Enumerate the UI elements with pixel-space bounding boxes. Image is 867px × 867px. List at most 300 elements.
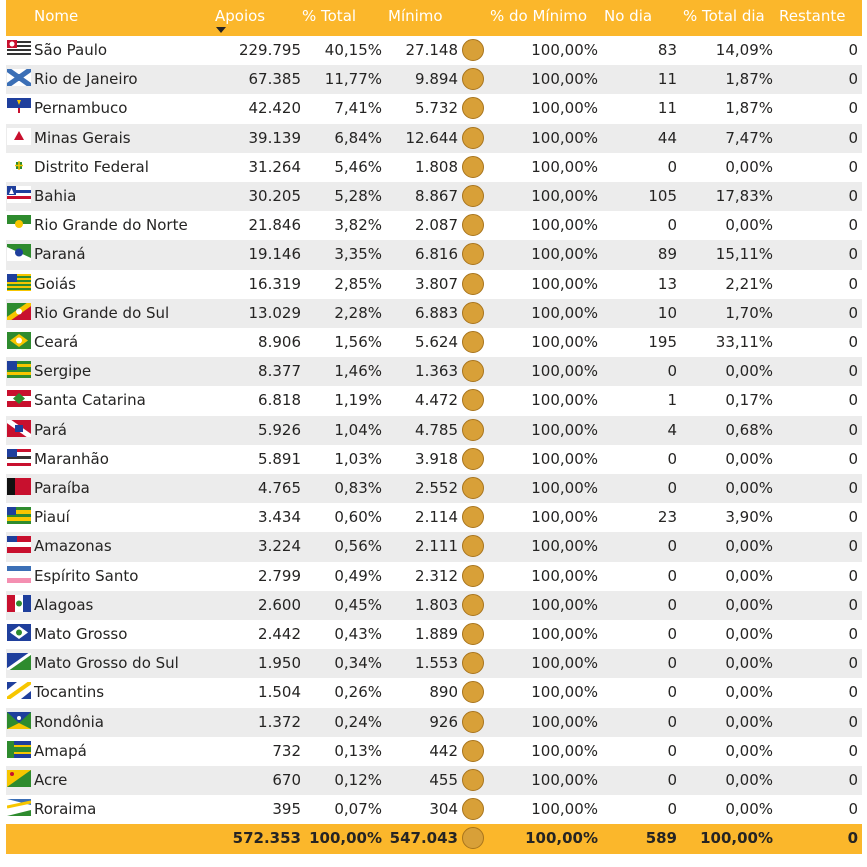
- cell-pct-minimo: 100,00%: [531, 274, 598, 293]
- cell-nome: Pará: [34, 420, 67, 439]
- cell-nome: Alagoas: [34, 595, 94, 614]
- table-row[interactable]: [6, 94, 862, 123]
- table-row[interactable]: [6, 708, 862, 737]
- state-flag-icon: [7, 157, 31, 174]
- cell-minimo: 455: [429, 771, 458, 789]
- cell-pct-total: 1,46%: [334, 362, 382, 381]
- cell-nome: Ceará: [34, 333, 79, 351]
- cell-restante: 0: [848, 333, 858, 351]
- coin-icon: [462, 769, 484, 791]
- coin-icon: [462, 623, 484, 645]
- cell-pct-minimo: 100,00%: [531, 303, 598, 322]
- coin-icon: [462, 506, 484, 528]
- coin-icon: [462, 565, 484, 587]
- coin-cell: [459, 65, 485, 94]
- cell-pct-total-dia: 0,00%: [725, 771, 773, 789]
- flag-cell: [6, 357, 32, 386]
- table-row[interactable]: [6, 299, 862, 328]
- cell-nome: Espírito Santo: [34, 566, 139, 585]
- coin-icon: [462, 477, 484, 499]
- cell-minimo: 1.889: [415, 625, 458, 643]
- cell-restante: 0: [848, 654, 858, 673]
- cell-apoios: 732: [272, 741, 301, 760]
- cell-pct-minimo: 100,00%: [531, 449, 598, 468]
- flag-cell: [6, 270, 32, 299]
- cell-restante: 0: [848, 128, 858, 147]
- cell-pct-total: 3,35%: [334, 245, 382, 264]
- state-flag-icon: [7, 98, 31, 115]
- coin-icon: [462, 740, 484, 762]
- cell-minimo: 9.894: [415, 70, 458, 89]
- coin-icon: [462, 68, 484, 90]
- flag-cell: [6, 562, 32, 591]
- cell-pct-total: 3,82%: [334, 216, 382, 235]
- flag-cell: [6, 474, 32, 503]
- cell-apoios: 30.205: [248, 187, 301, 205]
- flag-cell: [6, 124, 32, 153]
- coin-cell: [459, 270, 485, 299]
- cell-restante: 0: [848, 99, 858, 118]
- cell-pct-minimo: 100,00%: [531, 479, 598, 497]
- cell-pct-total: 0,13%: [334, 741, 382, 760]
- cell-no-dia: 195: [648, 333, 677, 351]
- total-coin-cell: [459, 824, 485, 853]
- flag-cell: [6, 591, 32, 620]
- coin-cell: [459, 532, 485, 561]
- coin-cell: [459, 124, 485, 153]
- flag-cell: [6, 678, 32, 707]
- cell-apoios: 4.765: [258, 479, 301, 497]
- cell-restante: 0: [848, 508, 858, 527]
- cell-pct-total-dia: 0,00%: [725, 595, 773, 614]
- cell-minimo: 1.553: [415, 654, 458, 673]
- cell-pct-total-dia: 0,00%: [725, 479, 773, 497]
- flag-cell: [6, 445, 32, 474]
- cell-minimo: 3.807: [415, 274, 458, 293]
- flag-cell: [6, 416, 32, 445]
- cell-nome: Distrito Federal: [34, 157, 149, 176]
- cell-apoios: 67.385: [248, 70, 301, 89]
- table-row[interactable]: [6, 678, 862, 707]
- cell-pct-total-dia: 1,87%: [725, 70, 773, 89]
- cell-minimo: 27.148: [405, 41, 458, 59]
- flag-cell: [6, 328, 32, 357]
- cell-apoios: 670: [272, 771, 301, 789]
- cell-pct-total-dia: 0,17%: [725, 391, 773, 410]
- cell-no-dia: 23: [657, 508, 677, 527]
- cell-no-dia: 0: [667, 362, 677, 381]
- cell-no-dia: 13: [657, 274, 677, 293]
- cell-pct-total-dia: 0,00%: [725, 537, 773, 556]
- cell-nome: Rio Grande do Sul: [34, 303, 170, 322]
- coin-cell: [459, 708, 485, 737]
- column-header-minimo[interactable]: Mínimo: [388, 7, 443, 25]
- cell-apoios: 16.319: [248, 274, 301, 293]
- flag-cell: [6, 299, 32, 328]
- column-header-restante[interactable]: Restante: [779, 7, 846, 25]
- column-header-apoios[interactable]: Apoios: [215, 7, 266, 25]
- cell-apoios: 13.029: [248, 303, 301, 322]
- cell-minimo: 926: [429, 712, 458, 731]
- cell-restante: 0: [848, 449, 858, 468]
- coin-icon: [462, 652, 484, 674]
- cell-pct-total: 0,83%: [334, 479, 382, 497]
- cell-minimo: 304: [429, 800, 458, 819]
- cell-pct-minimo: 100,00%: [531, 128, 598, 147]
- cell-no-dia: 1: [667, 391, 677, 410]
- flag-cell: [6, 737, 32, 766]
- coin-cell: [459, 386, 485, 415]
- cell-nome: Bahia: [34, 187, 77, 205]
- coin-icon: [462, 681, 484, 703]
- cell-nome: Amapá: [34, 741, 87, 760]
- flag-cell: [6, 795, 32, 824]
- cell-restante: 0: [848, 771, 858, 789]
- cell-pct-minimo: 100,00%: [531, 625, 598, 643]
- flag-cell: [6, 240, 32, 269]
- table-row[interactable]: [6, 737, 862, 766]
- cell-pct-total: 1,19%: [334, 391, 382, 410]
- coin-icon: [462, 448, 484, 470]
- cell-restante: 0: [848, 245, 858, 264]
- table-row[interactable]: [6, 532, 862, 561]
- cell-pct-minimo: 100,00%: [531, 566, 598, 585]
- coin-cell: [459, 737, 485, 766]
- cell-minimo: 4.785: [415, 420, 458, 439]
- cell-nome: Mato Grosso: [34, 625, 128, 643]
- cell-pct-total-dia: 14,09%: [715, 41, 773, 59]
- cell-no-dia: 0: [667, 771, 677, 789]
- cell-pct-total-dia: 15,11%: [715, 245, 773, 264]
- flag-cell: [6, 620, 32, 649]
- coin-cell: [459, 562, 485, 591]
- cell-apoios: 5.926: [258, 420, 301, 439]
- cell-pct-total-dia: 7,47%: [725, 128, 773, 147]
- cell-pct-total-dia: 1,87%: [725, 99, 773, 118]
- cell-pct-total-dia: 3,90%: [725, 508, 773, 527]
- cell-minimo: 2.087: [415, 216, 458, 235]
- coin-icon: [462, 273, 484, 295]
- cell-pct-total: 0,34%: [334, 654, 382, 673]
- cell-no-dia: 0: [667, 712, 677, 731]
- cell-restante: 0: [848, 741, 858, 760]
- cell-pct-minimo: 100,00%: [531, 800, 598, 819]
- cell-restante: 0: [848, 420, 858, 439]
- table-row[interactable]: [6, 416, 862, 445]
- cell-pct-total-dia: 0,00%: [725, 625, 773, 643]
- cell-apoios: 8.906: [258, 333, 301, 351]
- cell-minimo: 6.816: [415, 245, 458, 264]
- cell-no-dia: 0: [667, 595, 677, 614]
- coin-cell: [459, 153, 485, 182]
- cell-pct-total: 0,12%: [334, 771, 382, 789]
- coin-icon: [462, 331, 484, 353]
- cell-apoios: 39.139: [248, 128, 301, 147]
- coin-icon: [462, 302, 484, 324]
- total-restante: 0: [847, 829, 858, 848]
- coin-cell: [459, 36, 485, 65]
- column-header-no-dia[interactable]: No dia: [604, 7, 653, 25]
- column-header-pct-total-dia[interactable]: % Total dia: [683, 7, 765, 25]
- cell-restante: 0: [848, 537, 858, 556]
- cell-no-dia: 11: [657, 70, 677, 89]
- cell-no-dia: 0: [667, 800, 677, 819]
- table-row[interactable]: [6, 386, 862, 415]
- cell-nome: Piauí: [34, 508, 70, 527]
- cell-no-dia: 0: [667, 449, 677, 468]
- cell-pct-total-dia: 0,00%: [725, 712, 773, 731]
- cell-no-dia: 0: [667, 625, 677, 643]
- cell-no-dia: 0: [667, 566, 677, 585]
- column-header-nome[interactable]: Nome: [34, 7, 79, 25]
- cell-minimo: 2.552: [415, 479, 458, 497]
- coin-cell: [459, 591, 485, 620]
- cell-no-dia: 89: [657, 245, 677, 264]
- coin-cell: [459, 649, 485, 678]
- cell-nome: São Paulo: [34, 41, 108, 59]
- cell-pct-total: 0,43%: [334, 625, 382, 643]
- table-row[interactable]: [6, 795, 862, 824]
- cell-restante: 0: [848, 303, 858, 322]
- coin-cell: [459, 503, 485, 532]
- coin-cell: [459, 474, 485, 503]
- cell-nome: Minas Gerais: [34, 128, 131, 147]
- total-pct-total: 100,00%: [309, 829, 382, 848]
- table-row[interactable]: [6, 328, 862, 357]
- cell-apoios: 1.504: [258, 683, 301, 702]
- table-row[interactable]: [6, 36, 862, 65]
- coin-cell: [459, 766, 485, 795]
- cell-pct-minimo: 100,00%: [531, 712, 598, 731]
- column-header-pct-minimo[interactable]: % do Mínimo: [490, 7, 588, 25]
- state-flag-icon: [7, 478, 31, 495]
- state-flag-icon: [7, 741, 31, 758]
- table-row[interactable]: [6, 766, 862, 795]
- flag-cell: [6, 182, 32, 211]
- flag-cell: [6, 386, 32, 415]
- table-row[interactable]: [6, 357, 862, 386]
- state-flag-icon: [7, 682, 31, 699]
- cell-apoios: 6.818: [258, 391, 301, 410]
- cell-no-dia: 0: [667, 157, 677, 176]
- cell-no-dia: 10: [657, 303, 677, 322]
- cell-pct-total: 1,03%: [334, 449, 382, 468]
- total-pct-minimo: 100,00%: [525, 829, 598, 848]
- cell-pct-minimo: 100,00%: [531, 683, 598, 702]
- cell-restante: 0: [848, 187, 858, 205]
- state-flag-icon: [7, 303, 31, 320]
- table-row[interactable]: [6, 124, 862, 153]
- cell-pct-total: 1,04%: [334, 420, 382, 439]
- coin-icon: [462, 798, 484, 820]
- state-flag-icon: [7, 215, 31, 232]
- cell-pct-total: 11,77%: [324, 70, 382, 89]
- table-header: [6, 0, 862, 36]
- cell-minimo: 3.918: [415, 449, 458, 468]
- cell-pct-total: 0,07%: [334, 800, 382, 819]
- column-header-pct-total[interactable]: % Total: [302, 7, 357, 25]
- cell-pct-total: 7,41%: [334, 99, 382, 118]
- cell-pct-total: 1,56%: [334, 333, 382, 351]
- cell-minimo: 1.803: [415, 595, 458, 614]
- table-row[interactable]: [6, 211, 862, 240]
- coin-cell: [459, 94, 485, 123]
- cell-pct-total-dia: 2,21%: [725, 274, 773, 293]
- cell-pct-total-dia: 1,70%: [725, 303, 773, 322]
- cell-pct-total-dia: 0,00%: [725, 566, 773, 585]
- cell-minimo: 2.111: [415, 537, 458, 556]
- cell-pct-minimo: 100,00%: [531, 216, 598, 235]
- cell-restante: 0: [848, 41, 858, 59]
- cell-pct-total: 5,46%: [334, 157, 382, 176]
- cell-nome: Tocantins: [34, 683, 105, 702]
- cell-minimo: 6.883: [415, 303, 458, 322]
- table-row[interactable]: [6, 562, 862, 591]
- cell-pct-total: 40,15%: [324, 41, 382, 59]
- table-row[interactable]: [6, 649, 862, 678]
- total-pct-total-dia: 100,00%: [700, 829, 773, 848]
- flag-cell: [6, 65, 32, 94]
- coin-cell: [459, 620, 485, 649]
- cell-apoios: 3.434: [258, 508, 301, 527]
- cell-pct-minimo: 100,00%: [531, 41, 598, 59]
- cell-pct-total-dia: 0,00%: [725, 449, 773, 468]
- cell-pct-total-dia: 0,68%: [725, 420, 773, 439]
- cell-nome: Mato Grosso do Sul: [34, 654, 179, 673]
- state-flag-icon: [7, 186, 31, 203]
- cell-apoios: 2.600: [258, 595, 301, 614]
- cell-pct-minimo: 100,00%: [531, 187, 598, 205]
- coin-icon: [462, 127, 484, 149]
- coin-icon: [462, 39, 484, 61]
- cell-pct-minimo: 100,00%: [531, 420, 598, 439]
- cell-nome: Sergipe: [34, 362, 92, 381]
- coin-icon: [462, 711, 484, 733]
- cell-no-dia: 11: [657, 99, 677, 118]
- cell-no-dia: 0: [667, 537, 677, 556]
- cell-apoios: 42.420: [248, 99, 301, 118]
- cell-pct-total: 0,56%: [334, 537, 382, 556]
- state-flag-icon: [7, 712, 31, 729]
- table-row[interactable]: [6, 270, 862, 299]
- cell-no-dia: 0: [667, 654, 677, 673]
- coin-cell: [459, 328, 485, 357]
- state-flag-icon: [7, 274, 31, 291]
- cell-pct-total-dia: 0,00%: [725, 157, 773, 176]
- cell-pct-minimo: 100,00%: [531, 362, 598, 381]
- cell-no-dia: 4: [667, 420, 677, 439]
- coin-cell: [459, 240, 485, 269]
- cell-nome: Roraima: [34, 800, 97, 819]
- cell-pct-minimo: 100,00%: [531, 99, 598, 118]
- cell-pct-total: 0,49%: [334, 566, 382, 585]
- state-flag-icon: [7, 128, 31, 145]
- coin-icon: [462, 243, 484, 265]
- cell-pct-total-dia: 0,00%: [725, 683, 773, 702]
- cell-apoios: 31.264: [248, 157, 301, 176]
- table-row[interactable]: [6, 65, 862, 94]
- table-row[interactable]: [6, 153, 862, 182]
- cell-no-dia: 105: [648, 187, 677, 205]
- cell-no-dia: 0: [667, 683, 677, 702]
- cell-pct-minimo: 100,00%: [531, 654, 598, 673]
- cell-restante: 0: [848, 70, 858, 89]
- cell-no-dia: 0: [667, 741, 677, 760]
- cell-nome: Rio de Janeiro: [34, 70, 138, 89]
- cell-minimo: 5.732: [415, 99, 458, 118]
- coin-icon: [462, 214, 484, 236]
- coin-icon: [462, 535, 484, 557]
- table-row[interactable]: [6, 503, 862, 532]
- flag-cell: [6, 649, 32, 678]
- flag-cell: [6, 532, 32, 561]
- state-flag-icon: [7, 332, 31, 349]
- table-row[interactable]: [6, 445, 862, 474]
- cell-apoios: 229.795: [238, 41, 301, 59]
- cell-minimo: 8.867: [415, 187, 458, 205]
- table-row[interactable]: [6, 620, 862, 649]
- cell-pct-minimo: 100,00%: [531, 391, 598, 410]
- table-row[interactable]: [6, 182, 862, 211]
- flag-cell: [6, 766, 32, 795]
- table-row[interactable]: [6, 240, 862, 269]
- state-flag-icon: [7, 770, 31, 787]
- cell-apoios: 5.891: [258, 449, 301, 468]
- cell-pct-minimo: 100,00%: [531, 157, 598, 176]
- cell-pct-minimo: 100,00%: [531, 245, 598, 264]
- cell-apoios: 1.950: [258, 654, 301, 673]
- state-flag-icon: [7, 566, 31, 583]
- coin-icon: [462, 156, 484, 178]
- cell-minimo: 890: [429, 683, 458, 702]
- flag-cell: [6, 36, 32, 65]
- cell-nome: Paraíba: [34, 479, 90, 497]
- cell-pct-minimo: 100,00%: [531, 741, 598, 760]
- cell-minimo: 2.312: [415, 566, 458, 585]
- cell-restante: 0: [848, 157, 858, 176]
- cell-apoios: 8.377: [258, 362, 301, 381]
- cell-minimo: 5.624: [415, 333, 458, 351]
- cell-pct-total-dia: 33,11%: [715, 333, 773, 351]
- cell-nome: Santa Catarina: [34, 391, 146, 410]
- cell-pct-total-dia: 0,00%: [725, 800, 773, 819]
- cell-restante: 0: [848, 362, 858, 381]
- table-row[interactable]: [6, 591, 862, 620]
- cell-restante: 0: [848, 274, 858, 293]
- table-row[interactable]: [6, 474, 862, 503]
- cell-minimo: 2.114: [415, 508, 458, 527]
- sort-descending-icon[interactable]: [216, 27, 226, 33]
- cell-no-dia: 83: [657, 41, 677, 59]
- state-flag-icon: [7, 390, 31, 407]
- state-flag-icon: [7, 653, 31, 670]
- state-flag-icon: [7, 69, 31, 86]
- cell-pct-minimo: 100,00%: [531, 70, 598, 89]
- coin-icon: [462, 419, 484, 441]
- cell-apoios: 2.442: [258, 625, 301, 643]
- cell-pct-total: 2,28%: [334, 303, 382, 322]
- cell-nome: Rio Grande do Norte: [34, 216, 188, 235]
- state-flag-icon: [7, 507, 31, 524]
- cell-restante: 0: [848, 800, 858, 819]
- cell-pct-total: 0,26%: [334, 683, 382, 702]
- cell-nome: Goiás: [34, 274, 76, 293]
- cell-pct-total-dia: 17,83%: [715, 187, 773, 205]
- cell-pct-total: 0,45%: [334, 595, 382, 614]
- flag-cell: [6, 211, 32, 240]
- cell-nome: Rondônia: [34, 712, 104, 731]
- cell-minimo: 442: [429, 741, 458, 760]
